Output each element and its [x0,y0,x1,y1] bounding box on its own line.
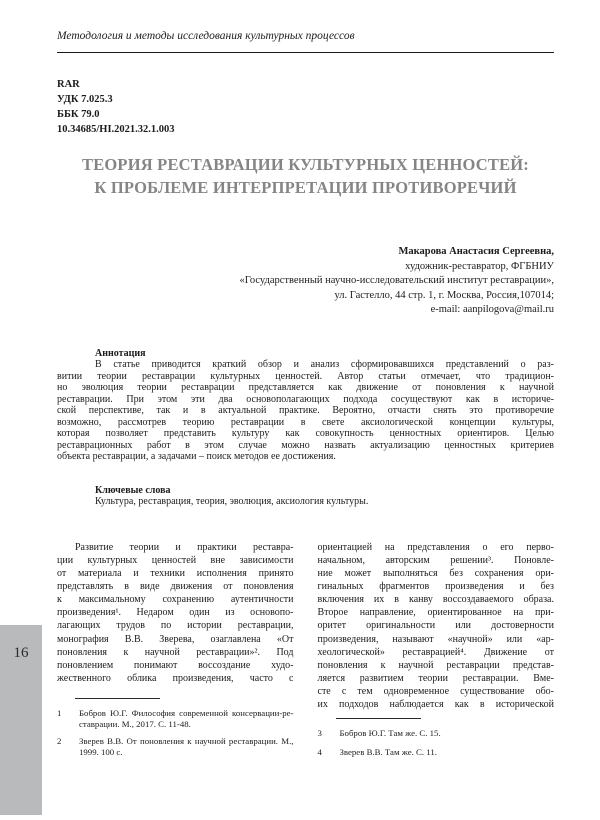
text-line: начальном, авторским решении³. Поновле- [317,554,554,566]
text-line: В статье приводится краткий обзор и анализ сформировавшихся представлений о раз- [95,359,554,371]
text-line: ориентацией на представления о его перво- [317,541,554,553]
text-line: витии теории реставрации культурных ценностей. Автор статьи отмечает, что традицион- [57,370,554,382]
footnote [318,747,555,758]
footnote-rule-right [336,718,421,719]
footnote-number: 2 [57,736,62,747]
page-content [57,0,554,767]
keywords-heading: Ключевые слова [95,484,171,496]
footnote-text [79,736,294,758]
text-line: реставрации. При этом эти два основополагающих подхода сосуществуют как в историче- [57,393,554,405]
footnote-text [79,708,294,730]
text-line: жественного облика произведения, часто с [57,673,294,685]
footnote-number: 3 [317,727,322,738]
article-meta [57,77,554,137]
text-line: ции культурных ценностей вне зависимости [57,554,294,566]
text-line: их подходов наблюдается как в исторической [317,699,554,711]
text-line: к максимальному сохранению аутентичности [57,594,294,606]
article-title [57,153,554,199]
text-line: реставрационных работ в этом случае можно назвать актуализацию ценностных критериев [57,439,554,451]
body-column-left [57,541,294,768]
text-line: включения их в канву воссоздаваемого образа. [317,594,554,606]
text-line: возможно, рассмотрев теорию реставрации в свете аксиологической концепции культуры, [57,416,554,428]
journal-section-header: Методология и методы исследования культурных процессов [57,30,554,53]
author-affiliation: «Государственный научно-исследовательский институт реставрации», [239,275,554,287]
footnotes-left [57,708,294,758]
abstract-heading: Аннотация [95,347,146,359]
meta-line-udk: УДК 7.025.3 [57,94,113,105]
text-line: произведения, называют «научной» или «ар- [317,633,554,645]
text-line: Бобров Ю.Г. Философия современной консервации-ре- [79,708,294,719]
abstract-section [57,348,554,463]
text-line: лагающих трудов по истории реставрации, [57,620,294,632]
keywords-text: Культура, реставрация, теория, эволюция, аксиология культуры. [95,496,369,508]
title-line-1: ТЕОРИЯ РЕСТАВРАЦИИ КУЛЬТУРНЫХ ЦЕННОСТЕЙ: [81,155,529,174]
text-line: Бобров Ю.Г. Там же. С. 15. [339,727,441,738]
text-line: которая позволяет представить культуру как совокупность ценностных ориентиров. Целью [57,428,554,440]
text-line: гинальных фрагментов произведения и без [317,581,554,593]
footnote-rule-left [75,698,160,699]
text-line: произведения¹. Недаром один из основопо- [57,607,294,619]
author-address: ул. Гастелло, 44 стр. 1, г. Москва, Россия,107014; [334,289,554,301]
text-line: ставрации. М., 2017. С. 11-48. [79,719,191,730]
footnote [57,708,294,730]
text-line: Развитие теории и практики реставра- [75,541,294,553]
text-line: Второе направление, ориентированное на при- [317,607,554,619]
footnotes-right [318,728,555,759]
page-number: 16 [13,645,29,661]
footnote [57,736,294,758]
body-columns [57,541,554,768]
text-line: хеологической» реставрацией⁴. Движение от [317,646,554,658]
text-line: Зверев В.В. Там же. С. 11. [339,747,437,758]
keywords-section [57,485,554,508]
author-block [57,245,554,318]
footnote-number: 4 [317,747,322,758]
footnote-text [340,747,555,758]
text-line: 1999. 100 с. [79,746,123,757]
text-line: представлять в виде движения от поновления [57,581,294,593]
text-line: оритет оригинальности или достоверности [317,620,554,632]
footnote [318,728,555,739]
footnote-number: 1 [57,708,62,719]
meta-line-bbk: ББК 79.0 [57,109,100,120]
text-line: ской перспективе, так и в актуальной практике. Вероятно, отчасти снять это противоречие [57,405,554,417]
text-line: поновления к научной реставрации представ- [317,659,554,671]
author-role: художник-реставратор, ФГБНИУ [405,260,554,272]
text-line: сте с тем одновременное существование обо- [317,686,554,698]
text-line: но эволюция теории реставрации представляется как движение от поновления к научной [57,382,554,394]
body-column-right [318,541,555,768]
text-line: ляется развитием теории реставрации. Вме- [317,673,554,685]
body-text-left [57,541,294,686]
author-email: e-mail: aanpilogova@mail.ru [430,304,554,316]
text-line: Зверев В.В. От поновления к научной реставрации. М., [79,736,294,747]
author-name: Макарова Анастасия Сергеевна, [398,246,554,257]
text-line: монография В.В. Зверева, озаглавлена «От [57,633,294,645]
meta-line-doi: 10.34685/HI.2021.32.1.003 [57,124,175,135]
text-line: от материала и техники исполнения принято [57,567,294,579]
meta-line-rar: RAR [57,79,80,90]
text-line: ние может выполняться без сохранения ори- [317,567,554,579]
title-line-2: К ПРОБЛЕМЕ ИНТЕРПРЕТАЦИИ ПРОТИВОРЕЧИЙ [94,178,517,197]
text-line: объекта реставрации, а задачами – поиск методов ее достижения. [57,451,336,463]
body-text-right [318,541,555,712]
text-line: поновлением понимают воссоздание худо- [57,659,294,671]
text-line: поновления к научной реставрации»². Под [57,646,294,658]
page-number-sidebar [0,625,42,815]
footnote-text [340,728,555,739]
abstract-text [57,359,554,462]
